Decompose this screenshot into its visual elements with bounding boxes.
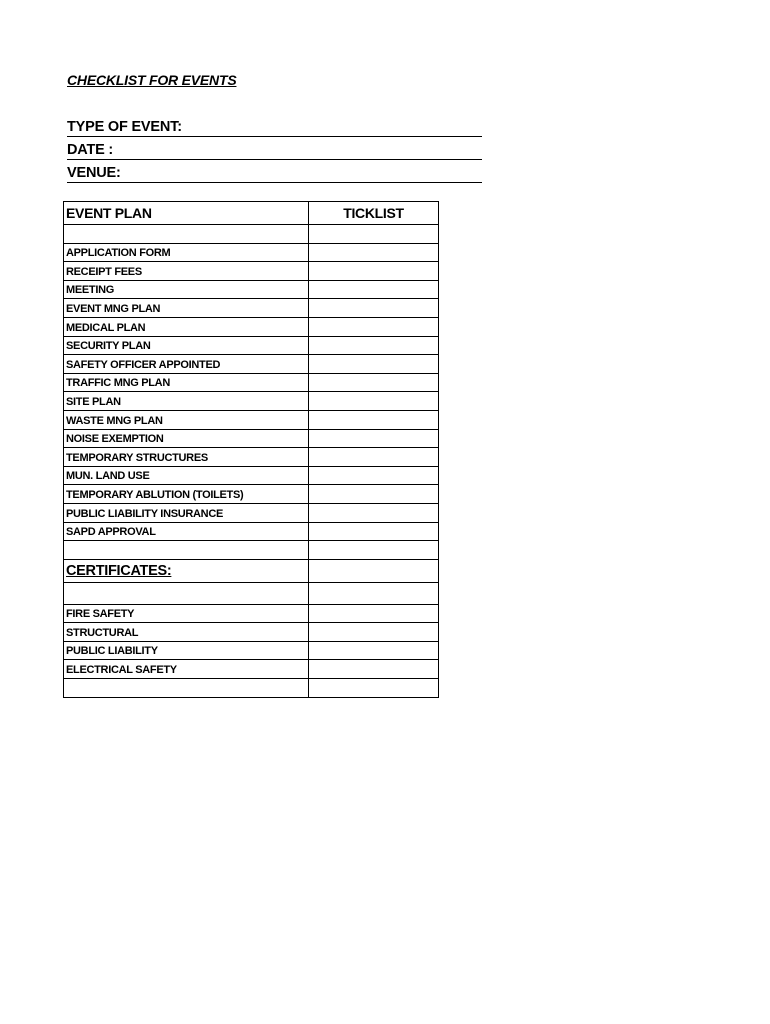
tick-cell[interactable] xyxy=(309,541,439,560)
table-row xyxy=(64,660,439,679)
checklist-table xyxy=(63,201,439,698)
tick-cell[interactable] xyxy=(309,679,439,698)
item-cell: TRAFFIC MNG PLAN xyxy=(64,373,309,392)
tick-cell[interactable] xyxy=(309,355,439,374)
item-cell: MEDICAL PLAN xyxy=(64,317,309,336)
table-row xyxy=(64,336,439,355)
table-row xyxy=(64,641,439,660)
tick-cell[interactable] xyxy=(309,503,439,522)
tick-cell[interactable] xyxy=(309,485,439,504)
item-cell xyxy=(64,582,309,604)
tick-cell[interactable] xyxy=(309,410,439,429)
tick-cell[interactable] xyxy=(309,623,439,642)
tick-cell[interactable] xyxy=(309,559,439,582)
tick-cell[interactable] xyxy=(309,243,439,262)
item-cell: SAPD APPROVAL xyxy=(64,522,309,541)
venue-field[interactable] xyxy=(67,162,482,183)
table-row xyxy=(64,503,439,522)
item-cell: TEMPORARY STRUCTURES xyxy=(64,448,309,467)
item-cell: NOISE EXEMPTION xyxy=(64,429,309,448)
document-title: CHECKLIST FOR EVENTS xyxy=(67,72,237,88)
certificates-heading-cell xyxy=(64,559,309,582)
date-label: DATE : xyxy=(67,142,114,158)
date-field[interactable] xyxy=(67,139,482,160)
item-cell: FIRE SAFETY xyxy=(64,604,309,623)
tick-cell[interactable] xyxy=(309,448,439,467)
item-cell: SAFETY OFFICER APPOINTED xyxy=(64,355,309,374)
table-row xyxy=(64,623,439,642)
item-cell: STRUCTURAL xyxy=(64,623,309,642)
tick-cell[interactable] xyxy=(309,429,439,448)
item-cell: ELECTRICAL SAFETY xyxy=(64,660,309,679)
item-cell: EVENT MNG PLAN xyxy=(64,299,309,318)
tick-cell[interactable] xyxy=(309,299,439,318)
table-row xyxy=(64,604,439,623)
tick-cell[interactable] xyxy=(309,317,439,336)
tick-cell[interactable] xyxy=(309,225,439,244)
tick-cell[interactable] xyxy=(309,582,439,604)
tick-cell[interactable] xyxy=(309,280,439,299)
tick-cell[interactable] xyxy=(309,522,439,541)
table-row xyxy=(64,522,439,541)
table-row xyxy=(64,466,439,485)
table-row xyxy=(64,373,439,392)
item-cell: MEETING xyxy=(64,280,309,299)
table-header-row xyxy=(64,202,439,225)
table-row xyxy=(64,225,439,244)
type-of-event-field[interactable] xyxy=(67,116,482,137)
table-row xyxy=(64,485,439,504)
tick-cell[interactable] xyxy=(309,641,439,660)
certificates-section-row xyxy=(64,559,439,582)
type-of-event-label: TYPE OF EVENT: xyxy=(67,119,182,135)
item-cell xyxy=(64,225,309,244)
item-cell: SITE PLAN xyxy=(64,392,309,411)
table-row xyxy=(64,410,439,429)
table-row xyxy=(64,262,439,281)
event-plan-header: EVENT PLAN xyxy=(64,202,309,225)
item-cell: APPLICATION FORM xyxy=(64,243,309,262)
tick-cell[interactable] xyxy=(309,262,439,281)
item-cell: TEMPORARY ABLUTION (TOILETS) xyxy=(64,485,309,504)
table-row xyxy=(64,317,439,336)
tick-cell[interactable] xyxy=(309,466,439,485)
tick-cell[interactable] xyxy=(309,392,439,411)
table-row xyxy=(64,355,439,374)
ticklist-header: TICKLIST xyxy=(309,202,439,225)
tick-cell[interactable] xyxy=(309,604,439,623)
certificates-heading: CERTIFICATES: xyxy=(66,562,172,579)
table-row xyxy=(64,243,439,262)
item-cell: PUBLIC LIABILITY xyxy=(64,641,309,660)
venue-label: VENUE: xyxy=(67,165,121,181)
item-cell: WASTE MNG PLAN xyxy=(64,410,309,429)
item-cell: SECURITY PLAN xyxy=(64,336,309,355)
table-row xyxy=(64,679,439,698)
table-row xyxy=(64,541,439,560)
item-cell: MUN. LAND USE xyxy=(64,466,309,485)
tick-cell[interactable] xyxy=(309,336,439,355)
table-row xyxy=(64,280,439,299)
table-row xyxy=(64,392,439,411)
table-row xyxy=(64,429,439,448)
table-row xyxy=(64,582,439,604)
item-cell xyxy=(64,541,309,560)
table-row xyxy=(64,299,439,318)
tick-cell[interactable] xyxy=(309,660,439,679)
tick-cell[interactable] xyxy=(309,373,439,392)
item-cell: PUBLIC LIABILITY INSURANCE xyxy=(64,503,309,522)
item-cell xyxy=(64,679,309,698)
table-row xyxy=(64,448,439,467)
item-cell: RECEIPT FEES xyxy=(64,262,309,281)
